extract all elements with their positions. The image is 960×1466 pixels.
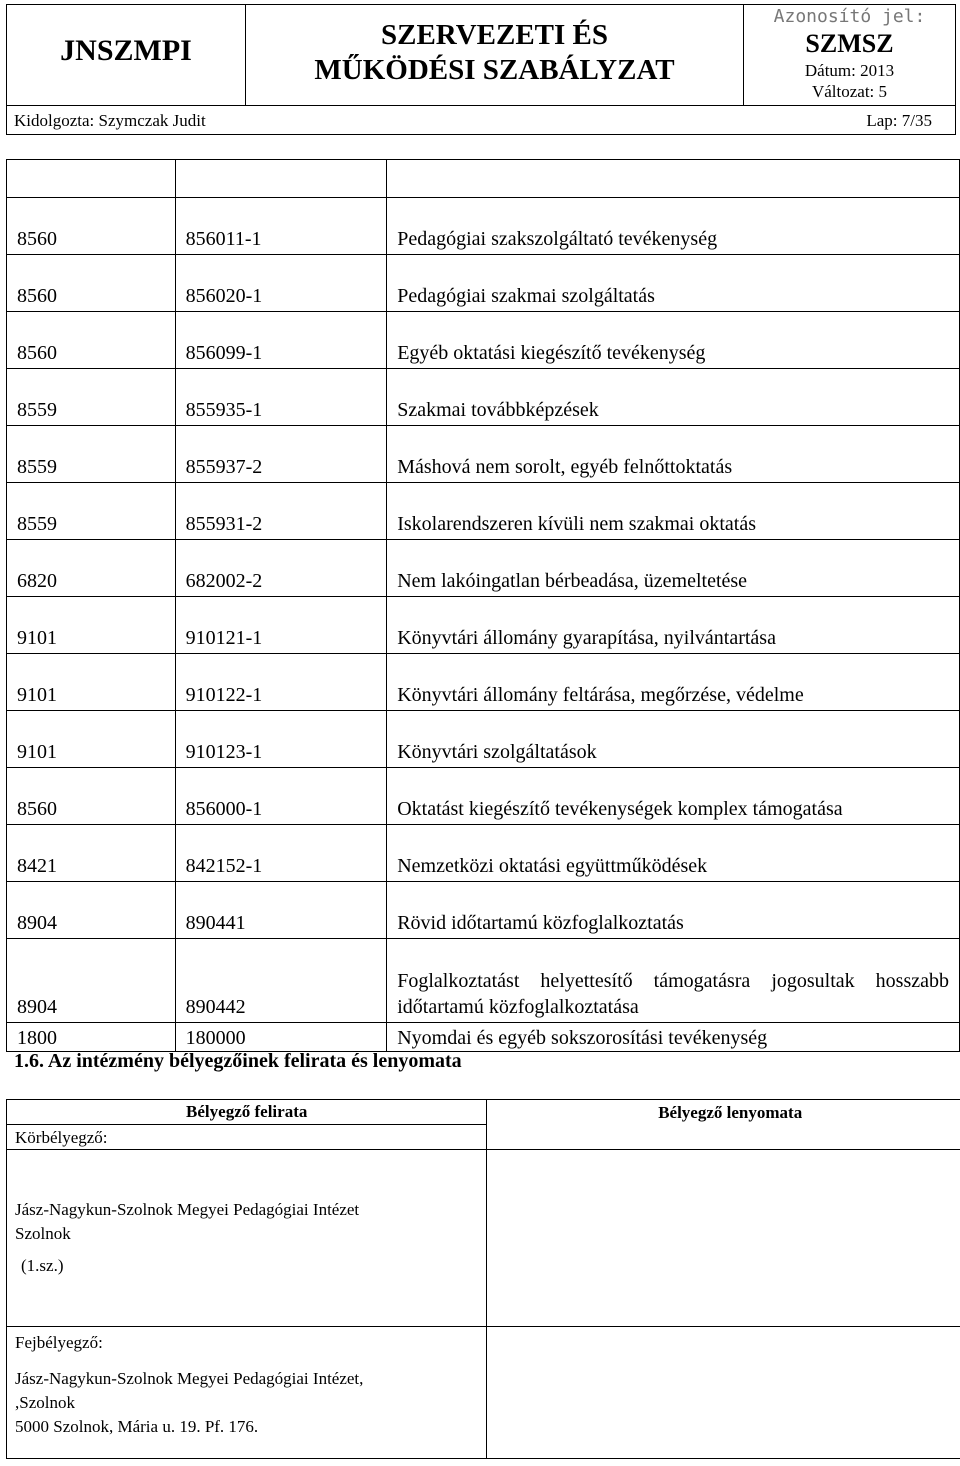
activity-code: 8559 xyxy=(7,426,176,483)
id-value: SZMSZ xyxy=(805,29,894,58)
teaor-code: 856099-1 xyxy=(175,312,387,369)
header-divider xyxy=(7,1124,486,1125)
teaor-code: 890441 xyxy=(175,882,387,939)
teaor-code: 856020-1 xyxy=(175,255,387,312)
table-row xyxy=(7,369,960,426)
teaor-code: 855935-1 xyxy=(175,369,387,426)
activity-description: Nem lakóingatlan bérbeadása, üzemeltetése xyxy=(387,540,960,597)
activity-description: Könyvtári állomány feltárása, megőrzése, védelme xyxy=(387,654,960,711)
teaor-code: 890442 xyxy=(175,939,387,1023)
round-stamp-text xyxy=(7,1150,487,1327)
teaor-code: 910121-1 xyxy=(175,597,387,654)
teaor-code: 842152-1 xyxy=(175,825,387,882)
stamp-print-heading: Bélyegző lenyomata xyxy=(658,1103,803,1122)
head-stamp-line-3: 5000 Szolnok, Mária u. 19. Pf. 176. xyxy=(15,1417,259,1436)
round-stamp-line-2: Szolnok xyxy=(15,1224,71,1243)
teaor-code: 910123-1 xyxy=(175,711,387,768)
head-stamp-line-2: ,Szolnok xyxy=(15,1393,75,1412)
round-stamp-line-1: Jász-Nagykun-Szolnok Megyei Pedagógiai Intézet xyxy=(15,1200,360,1219)
id-label: Azonosító jel: xyxy=(773,6,926,27)
stamp-table xyxy=(6,1099,960,1459)
teaor-code: 856011-1 xyxy=(175,198,387,255)
table-row xyxy=(7,426,960,483)
activity-code: 8560 xyxy=(7,312,176,369)
teaor-code: 855931-2 xyxy=(175,483,387,540)
activity-description: Pedagógiai szakmai szolgáltatás xyxy=(387,255,960,312)
activity-description: Egyéb oktatási kiegészítő tevékenység xyxy=(387,312,960,369)
table-row xyxy=(7,654,960,711)
activity-description: Pedagógiai szakszolgáltató tevékenység xyxy=(387,198,960,255)
activity-code: 1800 xyxy=(7,1023,176,1052)
table-row-empty xyxy=(7,160,960,198)
activity-description: Rövid időtartamú közfoglalkoztatás xyxy=(387,882,960,939)
activity-description: Nemzetközi oktatási együttműködések xyxy=(387,825,960,882)
table-row xyxy=(7,312,960,369)
page-header xyxy=(6,4,956,135)
teaor-code: 856000-1 xyxy=(175,768,387,825)
teaor-code: 910122-1 xyxy=(175,654,387,711)
document-version: Változat: 5 xyxy=(811,82,888,101)
section-heading: 1.6. Az intézmény bélyegzőinek felirata és lenyomata xyxy=(14,1050,462,1072)
activity-code: 6820 xyxy=(7,540,176,597)
activity-code: 8559 xyxy=(7,483,176,540)
activity-description: Oktatást kiegészítő tevékenységek komplex támogatása xyxy=(387,768,960,825)
activity-code: 9101 xyxy=(7,711,176,768)
activity-description: Nyomdai és egyéb sokszorosítási tevékenység xyxy=(387,1023,960,1052)
table-row xyxy=(7,483,960,540)
document-date: Dátum: 2013 xyxy=(804,61,895,80)
stamp-header-left xyxy=(7,1100,487,1150)
stamp-header-right xyxy=(487,1100,960,1150)
table-row xyxy=(7,939,960,1023)
org-code: JNSZMPI xyxy=(60,34,192,67)
activity-description: Foglalkoztatást helyettesítő támogatásra jogosultak hosszabb időtartamú közfoglalkoztatása xyxy=(387,939,960,1023)
table-row xyxy=(7,597,960,654)
activity-code: 8904 xyxy=(7,882,176,939)
head-stamp-label: Fejbélyegző: xyxy=(15,1333,103,1352)
document-author: Kidolgozta: Szymczak Judit xyxy=(14,111,206,130)
head-stamp-text xyxy=(7,1327,487,1459)
table-row xyxy=(7,255,960,312)
activity-description: Máshová nem sorolt, egyéb felnőttoktatás xyxy=(387,426,960,483)
activity-code: 9101 xyxy=(7,597,176,654)
head-stamp-print xyxy=(487,1327,960,1459)
teaor-code: 855937-2 xyxy=(175,426,387,483)
round-stamp-label: Körbélyegző: xyxy=(15,1128,108,1147)
title-line-1: SZERVEZETI ÉS xyxy=(380,19,609,51)
title-line-2: MŰKÖDÉSI SZABÁLYZAT xyxy=(314,54,675,86)
round-stamp-print xyxy=(487,1150,960,1327)
table-row xyxy=(7,198,960,255)
stamp-label-heading: Bélyegző felirata xyxy=(186,1102,308,1121)
document-title xyxy=(245,18,744,88)
round-stamp-line-3: (1.sz.) xyxy=(21,1256,64,1275)
activity-code: 8559 xyxy=(7,369,176,426)
activity-description: Könyvtári szolgáltatások xyxy=(387,711,960,768)
table-row xyxy=(7,882,960,939)
activity-description: Szakmai továbbképzések xyxy=(387,369,960,426)
activity-description: Könyvtári állomány gyarapítása, nyilvántartása xyxy=(387,597,960,654)
table-row xyxy=(7,825,960,882)
activity-code: 8560 xyxy=(7,255,176,312)
head-stamp-line-1: Jász-Nagykun-Szolnok Megyei Pedagógiai Intézet, xyxy=(15,1369,364,1388)
teaor-code: 682002-2 xyxy=(175,540,387,597)
activity-description: Iskolarendszeren kívüli nem szakmai oktatás xyxy=(387,483,960,540)
page-number: Lap: 7/35 xyxy=(866,111,932,130)
activity-code: 8421 xyxy=(7,825,176,882)
table-row xyxy=(7,711,960,768)
table-row xyxy=(7,540,960,597)
table-row xyxy=(7,1023,960,1052)
activity-code: 8904 xyxy=(7,939,176,1023)
teaor-code: 180000 xyxy=(175,1023,387,1052)
table-row xyxy=(7,768,960,825)
activity-table xyxy=(6,159,960,1052)
activity-code: 8560 xyxy=(7,198,176,255)
activity-code: 8560 xyxy=(7,768,176,825)
activity-code: 9101 xyxy=(7,654,176,711)
